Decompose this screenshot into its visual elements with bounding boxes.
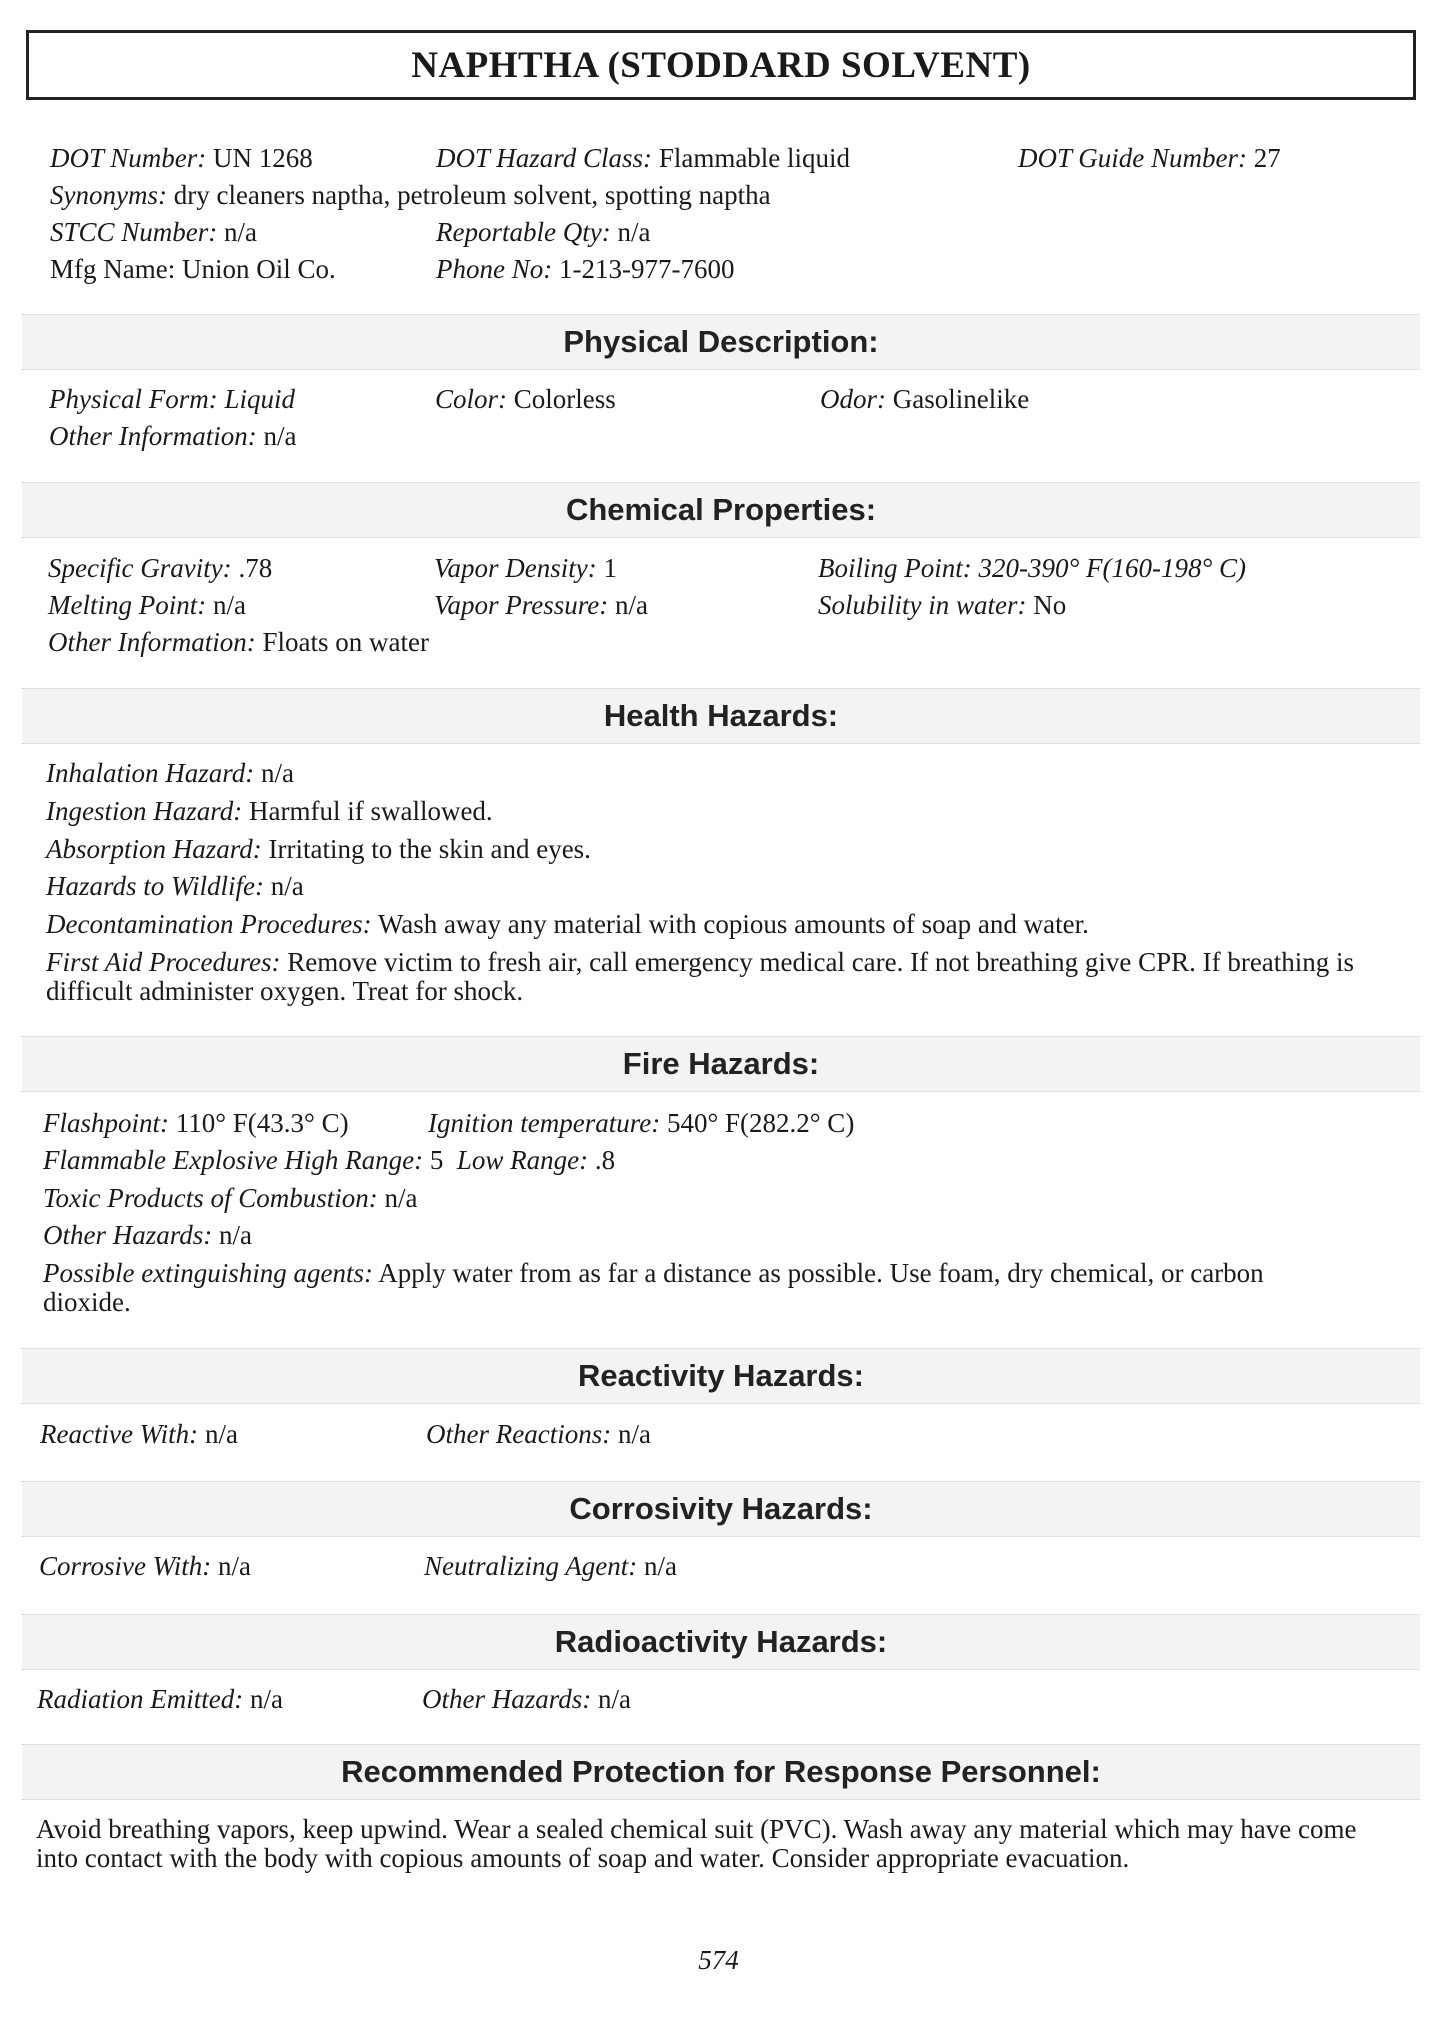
physical-row-1 — [0, 384, 1400, 418]
flashpoint-label: Flashpoint: — [43, 1108, 169, 1138]
chemical-other-field — [48, 627, 429, 658]
physical-row-2 — [0, 421, 1400, 455]
reactivity-hazards-band — [22, 1348, 1420, 1404]
flashpoint-field — [43, 1108, 349, 1139]
ingestion-label: Ingestion Hazard: — [46, 796, 243, 826]
toxic-products-value: n/a — [384, 1183, 418, 1213]
absorption-value: Irritating to the skin and eyes. — [268, 834, 591, 864]
health-row-decon — [0, 909, 1400, 943]
corrosive-with-value: n/a — [218, 1551, 251, 1581]
vapor-pressure-label: Vapor Pressure: — [434, 590, 609, 620]
radioactivity-other-field — [422, 1684, 631, 1715]
physical-other-label: Other Information: — [49, 421, 257, 451]
extinguishing-agents-value: Apply water from as far a distance as possible. Use foam, dry chemical, or carbon dioxide. — [43, 1258, 1264, 1317]
radiation-emitted-value: n/a — [249, 1684, 283, 1714]
physical-description-heading: Physical Description: — [563, 324, 879, 359]
fire-row-3 — [0, 1183, 1400, 1217]
physical-form-value: Liquid — [224, 384, 295, 414]
odor-value: Gasolinelike — [892, 384, 1030, 414]
dot-guide-number-value: 27 — [1253, 143, 1281, 173]
decontamination-label: Decontamination Procedures: — [46, 909, 372, 939]
first-aid-value: Remove victim to fresh air, call emergency medical care. If not breathing give CPR. If breathing is difficult administer oxygen. Treat for shock. — [46, 947, 1355, 1006]
extinguishing-agents-label: Possible extinguishing agents: — [43, 1258, 373, 1288]
phone-field — [436, 254, 734, 285]
health-row-wildlife — [0, 871, 1400, 905]
page-number: 574 — [698, 1945, 739, 1975]
health-row-inhalation — [0, 758, 1400, 792]
wildlife-field — [46, 871, 304, 902]
header-row-3 — [0, 217, 1400, 251]
vapor-pressure-field — [434, 590, 648, 621]
reactive-with-field — [40, 1419, 238, 1450]
radioactivity-other-value: n/a — [598, 1684, 632, 1714]
odor-label: Odor: — [820, 384, 886, 414]
dot-hazard-class-field — [436, 143, 850, 174]
high-range-label: Flammable Explosive High Range: — [43, 1145, 424, 1175]
inhalation-field — [46, 758, 294, 789]
melting-point-label: Melting Point: — [48, 590, 207, 620]
fire-hazards-heading: Fire Hazards: — [622, 1046, 820, 1081]
health-hazards-band — [22, 688, 1420, 744]
neutralizing-agent-field — [424, 1551, 677, 1582]
toxic-products-field — [43, 1183, 418, 1214]
decontamination-field — [46, 909, 1089, 940]
inhalation-label: Inhalation Hazard: — [46, 758, 255, 788]
physical-form-label: Physical Form: — [49, 384, 218, 414]
page-title: NAPHTHA (STODDARD SOLVENT) — [411, 44, 1031, 86]
odor-field — [820, 384, 1029, 415]
corrosive-with-label: Corrosive With: — [39, 1551, 212, 1581]
radioactivity-other-label: Other Hazards: — [422, 1684, 592, 1714]
health-row-ingestion — [0, 796, 1400, 830]
reportable-qty-label: Reportable Qty: — [436, 217, 611, 247]
dot-number-label: DOT Number: — [50, 143, 207, 173]
radiation-emitted-label: Radiation Emitted: — [37, 1684, 244, 1714]
vapor-density-label: Vapor Density: — [434, 553, 597, 583]
fire-other-hazards-value: n/a — [219, 1220, 253, 1250]
header-row-4 — [0, 254, 1400, 288]
other-reactions-value: n/a — [617, 1419, 651, 1449]
corrosivity-hazards-band — [22, 1481, 1420, 1537]
color-field — [435, 384, 616, 415]
title-box — [26, 30, 1416, 100]
stcc-label: STCC Number: — [50, 217, 218, 247]
first-aid-label: First Aid Procedures: — [46, 947, 281, 977]
radiation-emitted-field — [37, 1684, 283, 1715]
physical-description-band — [22, 314, 1420, 370]
phone-label: Phone No: — [436, 254, 553, 284]
reportable-qty-value: n/a — [617, 217, 651, 247]
fire-hazards-band — [22, 1036, 1420, 1092]
dot-guide-number-field — [1018, 143, 1281, 174]
chemical-properties-band — [22, 482, 1420, 538]
synonyms-value: dry cleaners naptha, petroleum solvent, spotting naptha — [173, 180, 771, 210]
solubility-label: Solubility in water: — [818, 590, 1027, 620]
vapor-density-field — [434, 553, 617, 584]
synonyms-field — [50, 180, 771, 211]
health-row-absorption — [0, 834, 1400, 868]
ignition-value: 540° F(282.2° C) — [666, 1108, 855, 1138]
fire-row-1 — [0, 1108, 1400, 1142]
reactivity-hazards-heading: Reactivity Hazards: — [577, 1358, 864, 1393]
ingestion-field — [46, 796, 493, 827]
specific-gravity-field — [48, 553, 272, 584]
mfg-name-value: Union Oil Co. — [181, 254, 336, 284]
chemical-row-3 — [0, 627, 1400, 661]
mfg-name-label: Mfg Name: — [50, 254, 176, 284]
flashpoint-value: 110° F(43.3° C) — [175, 1108, 349, 1138]
dot-number-field — [50, 143, 313, 174]
other-reactions-field — [426, 1419, 651, 1450]
decontamination-value: Wash away any material with copious amounts of soap and water. — [377, 909, 1089, 939]
mfg-name-field — [50, 254, 336, 285]
solubility-value: No — [1033, 590, 1067, 620]
reactivity-row — [0, 1419, 1400, 1453]
chemical-row-1 — [0, 553, 1400, 587]
reportable-qty-field — [436, 217, 650, 248]
physical-other-field — [49, 421, 296, 452]
neutralizing-agent-label: Neutralizing Agent: — [424, 1551, 638, 1581]
corrosivity-row — [0, 1551, 1400, 1585]
extinguishing-agents-paragraph — [43, 1259, 1343, 1317]
header-row-1 — [0, 143, 1400, 177]
solubility-field — [818, 590, 1066, 621]
fire-other-hazards-label: Other Hazards: — [43, 1220, 213, 1250]
corrosive-with-field — [39, 1551, 251, 1582]
radioactivity-hazards-band — [22, 1614, 1420, 1670]
high-range-value: 5 — [429, 1145, 444, 1175]
chemical-other-label: Other Information: — [48, 627, 256, 657]
dot-number-value: UN 1268 — [213, 143, 313, 173]
specific-gravity-value: .78 — [238, 553, 273, 583]
reactive-with-value: n/a — [204, 1419, 238, 1449]
physical-other-value: n/a — [263, 421, 297, 451]
chemical-properties-heading: Chemical Properties: — [565, 492, 877, 527]
absorption-label: Absorption Hazard: — [46, 834, 262, 864]
header-row-2 — [0, 180, 1400, 214]
phone-value: 1-213-977-7600 — [558, 254, 735, 284]
reactive-with-label: Reactive With: — [40, 1419, 199, 1449]
ignition-field — [428, 1108, 854, 1139]
radioactivity-hazards-heading: Radioactivity Hazards: — [554, 1624, 888, 1659]
protection-paragraph: Avoid breathing vapors, keep upwind. Wear a sealed chemical suit (PVC). Wash away any material which may have come into contact with the body with copious amounts of soap and water. Consider appropriate evacuation. — [36, 1814, 1357, 1873]
wildlife-value: n/a — [270, 871, 304, 901]
ignition-label: Ignition temperature: — [428, 1108, 661, 1138]
absorption-field — [46, 834, 591, 865]
specific-gravity-label: Specific Gravity: — [48, 553, 232, 583]
boiling-point-field — [818, 553, 1246, 584]
ingestion-value: Harmful if swallowed. — [249, 796, 493, 826]
chemical-other-value: Floats on water — [262, 627, 429, 657]
dot-hazard-class-value: Flammable liquid — [658, 143, 851, 173]
synonyms-label: Synonyms: — [50, 180, 167, 210]
corrosivity-hazards-heading: Corrosivity Hazards: — [569, 1491, 873, 1526]
low-range-value: .8 — [594, 1145, 616, 1175]
fire-other-hazards-field — [43, 1220, 252, 1251]
vapor-density-value: 1 — [603, 553, 617, 583]
stcc-field — [50, 217, 257, 248]
boiling-point-label: Boiling Point: — [818, 553, 972, 583]
radioactivity-row — [0, 1684, 1400, 1718]
health-hazards-heading: Health Hazards: — [603, 698, 839, 733]
inhalation-value: n/a — [261, 758, 294, 788]
stcc-value: n/a — [224, 217, 258, 247]
fire-row-2 — [0, 1145, 1400, 1179]
neutralizing-agent-value: n/a — [644, 1551, 677, 1581]
dot-hazard-class-label: DOT Hazard Class: — [436, 143, 653, 173]
physical-form-field — [49, 384, 295, 415]
wildlife-label: Hazards to Wildlife: — [46, 871, 265, 901]
color-value: Colorless — [513, 384, 616, 414]
melting-point-value: n/a — [212, 590, 246, 620]
low-range-label: Low Range: — [456, 1145, 589, 1175]
chemical-row-2 — [0, 590, 1400, 624]
protection-band — [22, 1744, 1420, 1800]
other-reactions-label: Other Reactions: — [426, 1419, 612, 1449]
boiling-point-value: 320-390° F(160-198° C) — [978, 553, 1247, 583]
toxic-products-label: Toxic Products of Combustion: — [43, 1183, 378, 1213]
protection-heading: Recommended Protection for Response Personnel: — [341, 1754, 1101, 1789]
dot-guide-number-label: DOT Guide Number: — [1018, 143, 1247, 173]
melting-point-field — [48, 590, 246, 621]
explosive-range-field — [43, 1145, 615, 1176]
vapor-pressure-value: n/a — [614, 590, 648, 620]
first-aid-paragraph — [46, 948, 1406, 1006]
fire-row-4 — [0, 1220, 1400, 1254]
color-label: Color: — [435, 384, 508, 414]
